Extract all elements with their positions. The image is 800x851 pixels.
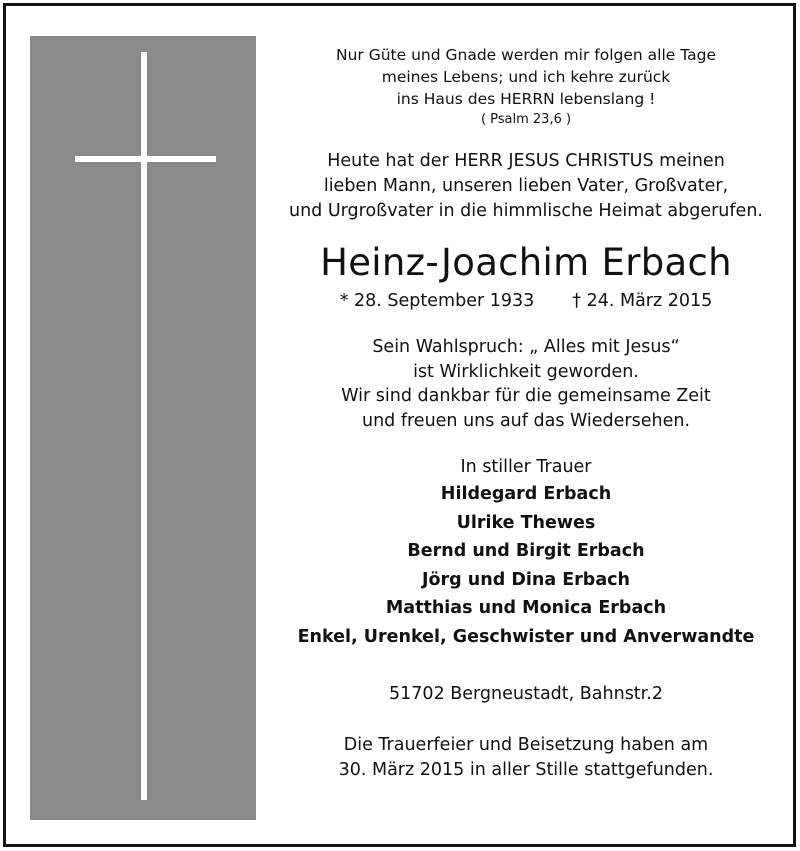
announcement-line: lieben Mann, unseren lieben Vater, Großvater, xyxy=(323,176,729,196)
cross-icon-crossbar xyxy=(75,156,216,162)
verse-line: Nur Güte und Gnade werden mir folgen alle Tage xyxy=(335,46,716,64)
motto-block xyxy=(280,335,772,433)
mourner-name: Ulrike Thewes xyxy=(456,512,596,533)
notice-content xyxy=(280,44,772,782)
bible-verse xyxy=(280,44,772,130)
verse-line: meines Lebens; und ich kehre zurück xyxy=(381,68,671,86)
mourner-name: Jörg und Dina Erbach xyxy=(422,569,630,590)
motto-line: Wir sind dankbar für die gemeinsame Zeit xyxy=(341,386,711,406)
motto-line: ist Wirklichkeit geworden. xyxy=(413,361,639,382)
motto-line: und freuen uns auf das Wiedersehen. xyxy=(361,410,691,431)
funeral-line: 30. März 2015 in aller Stille stattgefunden. xyxy=(338,759,714,780)
verse-reference: ( Psalm 23,6 ) xyxy=(480,112,572,127)
deceased-name: Heinz-Joachim Erbach xyxy=(320,241,732,284)
mourner-name: Matthias und Monica Erbach xyxy=(385,598,667,618)
motto-line: Sein Wahlspruch: „ Alles mit Jesus“ xyxy=(372,337,680,357)
funeral-info xyxy=(280,733,772,782)
birth-date: * 28. September 1933 xyxy=(339,291,535,311)
family-address: 51702 Bergneustadt, Bahnstr.2 xyxy=(389,684,663,704)
mourners-list xyxy=(280,454,772,651)
verse-line: ins Haus des HERRN lebenslang ! xyxy=(396,90,656,108)
mourner-name: Bernd und Birgit Erbach xyxy=(407,541,645,561)
mourner-name: Hildegard Erbach xyxy=(440,484,612,504)
life-dates xyxy=(280,289,772,313)
announcement-line: und Urgroßvater in die himmlische Heimat abgerufen. xyxy=(289,201,763,221)
mourners-intro: In stiller Trauer xyxy=(460,457,592,477)
mourner-name: Enkel, Urenkel, Geschwister und Anverwandte xyxy=(297,626,755,647)
funeral-line: Die Trauerfeier und Beisetzung haben am xyxy=(343,735,709,755)
cross-icon xyxy=(141,52,147,800)
death-date: † 24. März 2015 xyxy=(572,291,713,311)
announcement xyxy=(280,149,772,224)
announcement-line: Heute hat der HERR JESUS CHRISTUS meinen xyxy=(327,151,725,171)
